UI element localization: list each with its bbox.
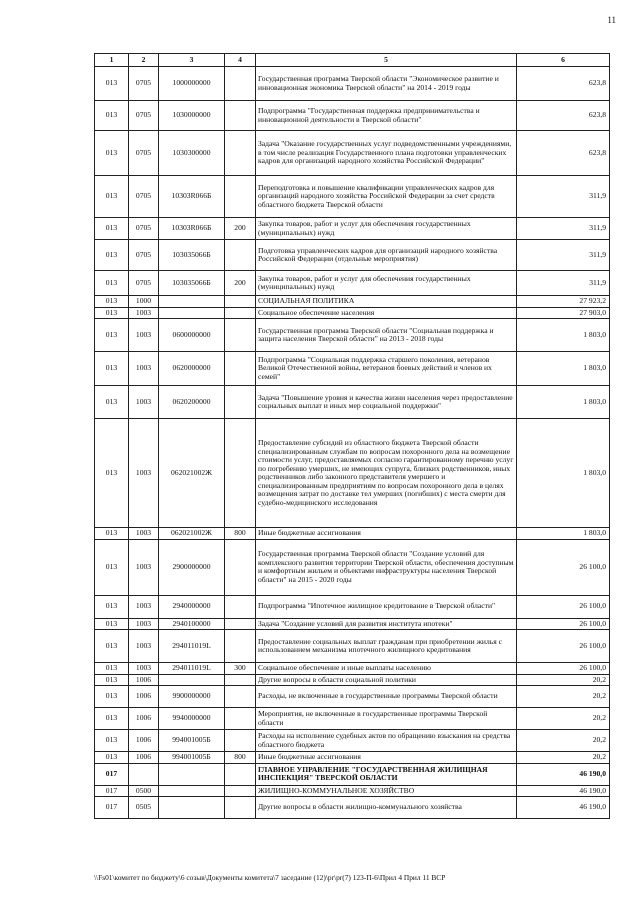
table-row (95, 240, 610, 271)
section-code-cell: 1003 (129, 307, 159, 319)
description-cell: ГЛАВНОЕ УПРАВЛЕНИЕ "ГОСУДАРСТВЕННАЯ ЖИЛИЩНАЯ ИНСПЕКЦИЯ" ТВЕРСКОЙ ОБЛАСТИ (256, 763, 517, 785)
description-cell: Мероприятия, не включенные в государственные программы Тверской области (256, 708, 517, 730)
description-cell: ЖИЛИЩНО-КОММУНАЛЬНОЕ ХОЗЯЙСТВО (256, 785, 517, 797)
ministry-code-cell: 013 (95, 708, 129, 730)
table-row (95, 752, 610, 764)
table-header-row (95, 54, 610, 67)
expense-type-cell (225, 307, 256, 319)
target-article-cell: 103035066Б (159, 240, 225, 271)
description-cell: Иные бюджетные ассигнования (256, 752, 517, 764)
expense-type-cell: 200 (225, 271, 256, 296)
section-code-cell: 1006 (129, 686, 159, 708)
expense-type-cell (225, 674, 256, 686)
section-code-cell: 1003 (129, 419, 159, 528)
amount-cell: 1 803,0 (517, 419, 610, 528)
ministry-code-cell: 013 (95, 674, 129, 686)
table-row (95, 663, 610, 675)
description-cell: Расходы, не включенные в государственные программы Тверской области (256, 686, 517, 708)
description-cell: Другие вопросы в области социальной политики (256, 674, 517, 686)
target-article-cell: 0620200000 (159, 386, 225, 419)
header-cell-6: 6 (517, 54, 610, 67)
description-cell: Социальное обеспечение населения (256, 307, 517, 319)
ministry-code-cell: 013 (95, 176, 129, 218)
expense-type-cell: 300 (225, 663, 256, 675)
target-article-cell: 994001005Б (159, 752, 225, 764)
ministry-code-cell: 013 (95, 618, 129, 630)
target-article-cell (159, 674, 225, 686)
section-code-cell: 0705 (129, 67, 159, 101)
target-article-cell: 10303R066Б (159, 176, 225, 218)
description-cell: Государственная программа Тверской области "Создание условий для комплексного развития территории Тверской области, обеспечения доступным и комфортным жильем и объектами инфраструктуры населения Тверской области" на 2015 - 2020 годы (256, 539, 517, 595)
amount-cell: 46 190,0 (517, 785, 610, 797)
description-cell: Расходы на исполнение судебных актов по обращению взыскания на средства областного бюджета (256, 730, 517, 752)
section-code-cell: 1006 (129, 752, 159, 764)
description-cell: Закупка товаров, работ и услуг для обеспечения государственных (муниципальных) нужд (256, 271, 517, 296)
section-code-cell: 1003 (129, 630, 159, 663)
description-cell: Государственная программа Тверской области "Экономическое развитие и инновационная экономика Тверской области" на 2014 - 2019 годы (256, 67, 517, 101)
ministry-code-cell: 013 (95, 131, 129, 176)
target-article-cell: 1030300000 (159, 131, 225, 176)
table-row (95, 674, 610, 686)
expense-type-cell (225, 708, 256, 730)
amount-cell: 1 803,0 (517, 386, 610, 419)
description-cell: Подпрограмма "Социальная поддержка старшего поколения, ветеранов Великой Отечественной войны, ветеранов боевых действий и членов их семей" (256, 352, 517, 386)
table-row (95, 271, 610, 296)
table-row (95, 630, 610, 663)
ministry-code-cell: 017 (95, 763, 129, 785)
amount-cell: 1 803,0 (517, 528, 610, 540)
section-code-cell: 0705 (129, 101, 159, 131)
ministry-code-cell: 013 (95, 730, 129, 752)
description-cell: Задача "Создание условий для развития института ипотеки" (256, 618, 517, 630)
table-row (95, 296, 610, 308)
section-code-cell: 1006 (129, 708, 159, 730)
amount-cell: 20,2 (517, 686, 610, 708)
expense-type-cell (225, 630, 256, 663)
target-article-cell (159, 797, 225, 819)
description-cell: Задача "Оказание государственных услуг подведомственными учреждениями, в том числе реализация Государственного плана подготовки управленческих кадров для организаций народного хозяйства Российской Федерации" (256, 131, 517, 176)
expense-type-cell (225, 618, 256, 630)
expense-type-cell (225, 240, 256, 271)
table-row (95, 101, 610, 131)
ministry-code-cell: 013 (95, 296, 129, 308)
ministry-code-cell: 017 (95, 785, 129, 797)
amount-cell: 26 100,0 (517, 618, 610, 630)
target-article-cell: 103035066Б (159, 271, 225, 296)
expense-type-cell (225, 296, 256, 308)
target-article-cell: 294011019L (159, 630, 225, 663)
ministry-code-cell: 013 (95, 240, 129, 271)
ministry-code-cell: 013 (95, 595, 129, 618)
target-article-cell: 062021002Ж (159, 528, 225, 540)
table-row (95, 595, 610, 618)
amount-cell: 26 100,0 (517, 630, 610, 663)
description-cell: Подготовка управленческих кадров для организаций народного хозяйства Российской Федерации (отдельные мероприятия) (256, 240, 517, 271)
expense-type-cell (225, 539, 256, 595)
description-cell: Закупка товаров, работ и услуг для обеспечения государственных (муниципальных) нужд (256, 218, 517, 240)
table-body (95, 54, 610, 819)
amount-cell: 26 100,0 (517, 539, 610, 595)
target-article-cell (159, 763, 225, 785)
amount-cell: 1 803,0 (517, 319, 610, 352)
expense-type-cell (225, 763, 256, 785)
table-row (95, 730, 610, 752)
target-article-cell: 294011019L (159, 663, 225, 675)
table-row (95, 176, 610, 218)
expense-type-cell (225, 352, 256, 386)
description-cell: Другие вопросы в области жилищно-коммунального хозяйства (256, 797, 517, 819)
ministry-code-cell: 013 (95, 630, 129, 663)
amount-cell: 27 923,2 (517, 296, 610, 308)
ministry-code-cell: 013 (95, 319, 129, 352)
ministry-code-cell: 013 (95, 539, 129, 595)
section-code-cell: 1003 (129, 528, 159, 540)
amount-cell: 623,8 (517, 131, 610, 176)
table-row (95, 539, 610, 595)
description-cell: Задача "Повышение уровня и качества жизни населения через предоставление социальных выплат и иных мер социальной поддержки" (256, 386, 517, 419)
header-cell-4: 4 (225, 54, 256, 67)
target-article-cell: 0620000000 (159, 352, 225, 386)
amount-cell: 27 903,0 (517, 307, 610, 319)
amount-cell: 20,2 (517, 674, 610, 686)
ministry-code-cell: 013 (95, 271, 129, 296)
section-code-cell: 1003 (129, 352, 159, 386)
footer-file-path: \\Fs01\комитет по бюджету\6 созыв\Документы комитета\7 заседание (12)\pr\pr(7) 123-П-6\Прил 4 Прил 11 ВСР (94, 873, 446, 882)
table-row (95, 307, 610, 319)
expense-type-cell (225, 797, 256, 819)
amount-cell: 311,9 (517, 271, 610, 296)
section-code-cell: 1006 (129, 730, 159, 752)
table-row (95, 797, 610, 819)
amount-cell: 20,2 (517, 730, 610, 752)
table-row (95, 528, 610, 540)
amount-cell: 311,9 (517, 218, 610, 240)
expense-type-cell (225, 101, 256, 131)
section-code-cell: 1003 (129, 386, 159, 419)
table-row (95, 352, 610, 386)
description-cell: Переподготовка и повышение квалификации управленческих кадров для организаций народного хозяйства Российской Федерации за счет средств областного бюджета Тверской области (256, 176, 517, 218)
expense-type-cell (225, 176, 256, 218)
description-cell: Иные бюджетные ассигнования (256, 528, 517, 540)
description-cell: Государственная программа Тверской области "Социальная поддержка и защита населения Тверской области" на 2013 - 2018 годы (256, 319, 517, 352)
table-row (95, 763, 610, 785)
header-cell-5: 5 (256, 54, 517, 67)
amount-cell: 46 190,0 (517, 763, 610, 785)
expense-type-cell (225, 785, 256, 797)
ministry-code-cell: 013 (95, 386, 129, 419)
expense-type-cell: 200 (225, 218, 256, 240)
table-row (95, 419, 610, 528)
budget-table (94, 53, 610, 819)
amount-cell: 311,9 (517, 240, 610, 271)
expense-type-cell (225, 67, 256, 101)
section-code-cell: 0705 (129, 131, 159, 176)
description-cell: Подпрограмма "Государственная поддержка предпринимательства и инновационной деятельности в Тверской области" (256, 101, 517, 131)
section-code-cell: 1006 (129, 674, 159, 686)
expense-type-cell (225, 319, 256, 352)
target-article-cell (159, 296, 225, 308)
table-row (95, 708, 610, 730)
section-code-cell: 1003 (129, 618, 159, 630)
expense-type-cell (225, 419, 256, 528)
ministry-code-cell: 017 (95, 797, 129, 819)
target-article-cell: 9900000000 (159, 686, 225, 708)
expense-type-cell (225, 131, 256, 176)
description-cell: Предоставление социальных выплат гражданам при приобретении жилья с использованием механизма ипотечного жилищного кредитования (256, 630, 517, 663)
header-cell-2: 2 (129, 54, 159, 67)
table-row (95, 319, 610, 352)
amount-cell: 20,2 (517, 752, 610, 764)
description-cell: Предоставление субсидий из областного бюджета Тверской области специализированным службам по вопросам похоронного дела на возмещение стоимости услуг, предоставляемых согласно гарантированному перечню услуг по погребению умерших, не имеющих супруга, близких родственников, иных родственников либо законного представителя умершего и специализированным предприятиям по вопросам похоронного дела в целях возмещения затрат по доставке тел умерших (погибших) с места смерти для судебно-медицинского исследования (256, 419, 517, 528)
section-code-cell: 1003 (129, 319, 159, 352)
ministry-code-cell: 013 (95, 218, 129, 240)
section-code-cell: 1003 (129, 595, 159, 618)
page-number: 11 (607, 15, 616, 25)
amount-cell: 46 190,0 (517, 797, 610, 819)
expense-type-cell (225, 730, 256, 752)
amount-cell: 311,9 (517, 176, 610, 218)
amount-cell: 623,8 (517, 67, 610, 101)
expense-type-cell: 800 (225, 528, 256, 540)
section-code-cell: 1000 (129, 296, 159, 308)
ministry-code-cell: 013 (95, 352, 129, 386)
target-article-cell: 1030000000 (159, 101, 225, 131)
target-article-cell: 9940000000 (159, 708, 225, 730)
ministry-code-cell: 013 (95, 419, 129, 528)
section-code-cell: 1003 (129, 663, 159, 675)
amount-cell: 26 100,0 (517, 663, 610, 675)
target-article-cell: 1000000000 (159, 67, 225, 101)
target-article-cell: 062021002Ж (159, 419, 225, 528)
table-row (95, 386, 610, 419)
table-row (95, 67, 610, 101)
ministry-code-cell: 013 (95, 67, 129, 101)
section-code-cell: 0705 (129, 218, 159, 240)
ministry-code-cell: 013 (95, 101, 129, 131)
expense-type-cell (225, 595, 256, 618)
amount-cell: 1 803,0 (517, 352, 610, 386)
ministry-code-cell: 013 (95, 686, 129, 708)
section-code-cell: 0705 (129, 176, 159, 218)
target-article-cell (159, 307, 225, 319)
target-article-cell: 2900000000 (159, 539, 225, 595)
ministry-code-cell: 013 (95, 528, 129, 540)
target-article-cell: 0600000000 (159, 319, 225, 352)
header-cell-3: 3 (159, 54, 225, 67)
table-row (95, 218, 610, 240)
table-row (95, 686, 610, 708)
expense-type-cell: 800 (225, 752, 256, 764)
amount-cell: 26 100,0 (517, 595, 610, 618)
table-row (95, 785, 610, 797)
section-code-cell (129, 763, 159, 785)
target-article-cell: 994001005Б (159, 730, 225, 752)
target-article-cell (159, 785, 225, 797)
description-cell: Подпрограмма "Ипотечное жилищное кредитование в Тверской области" (256, 595, 517, 618)
target-article-cell: 2940100000 (159, 618, 225, 630)
header-cell-1: 1 (95, 54, 129, 67)
section-code-cell: 0505 (129, 797, 159, 819)
table-row (95, 131, 610, 176)
ministry-code-cell: 013 (95, 663, 129, 675)
description-cell: СОЦИАЛЬНАЯ ПОЛИТИКА (256, 296, 517, 308)
section-code-cell: 0500 (129, 785, 159, 797)
target-article-cell: 10303R066Б (159, 218, 225, 240)
expense-type-cell (225, 686, 256, 708)
section-code-cell: 0705 (129, 271, 159, 296)
section-code-cell: 0705 (129, 240, 159, 271)
ministry-code-cell: 013 (95, 752, 129, 764)
amount-cell: 623,8 (517, 101, 610, 131)
amount-cell: 20,2 (517, 708, 610, 730)
ministry-code-cell: 013 (95, 307, 129, 319)
table-row (95, 618, 610, 630)
section-code-cell: 1003 (129, 539, 159, 595)
target-article-cell: 2940000000 (159, 595, 225, 618)
expense-type-cell (225, 386, 256, 419)
description-cell: Социальное обеспечение и иные выплаты населению (256, 663, 517, 675)
